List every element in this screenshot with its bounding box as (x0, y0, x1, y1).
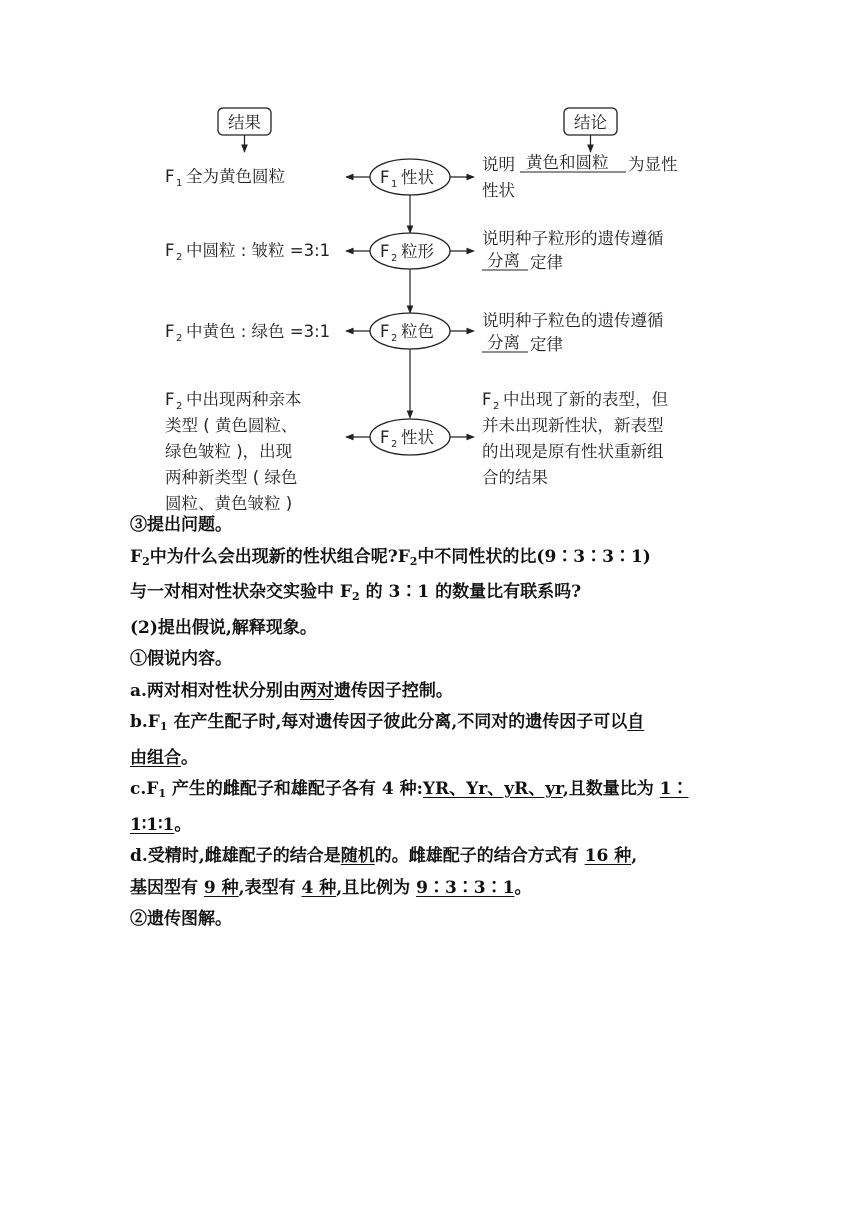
step-3-heading: ③提出问题。 (130, 515, 232, 535)
result-3-letter: F (165, 322, 175, 341)
node-f1-label: 性状 (401, 168, 434, 187)
result-2-letter: F (165, 241, 175, 260)
result-1: 全为黄色圆粒 (186, 167, 285, 186)
conclusion-4-line-1: 中出现了新的表型，但 (503, 390, 668, 409)
conclusion-3-fill: 分离 (487, 333, 520, 352)
point-b-line-2: 由组合。 (130, 747, 198, 768)
point-a: a.两对相对性状分别由两对遗传因子控制。 (130, 680, 453, 701)
conclusion-4-letter: F (482, 390, 492, 409)
conclusion-4-sub: 2 (493, 401, 500, 412)
result-4-line-3: 绿色皱粒 )，出现 (165, 442, 293, 461)
node-f2-color-label: 粒色 (401, 322, 434, 341)
conclusion-2-line-1: 说明种子粒形的遗传遵循 (482, 229, 664, 248)
node-f2-letter: F (380, 242, 390, 261)
result-1-letter: F (165, 167, 175, 186)
node-f1-letter: F (380, 168, 390, 187)
result-4-line-1: 中出现两种亲本 (186, 390, 302, 409)
result-1-sub: 1 (176, 178, 183, 189)
hypothesis-content-heading: ①假说内容。 (130, 649, 232, 669)
node-f1-sub: 1 (391, 179, 398, 190)
hypothesis-heading: (2)提出假说,解释现象。 (130, 617, 317, 638)
node-f2c-letter: F (380, 322, 390, 341)
node-f2t-letter: F (380, 428, 390, 447)
conclusion-4-line-2: 并未出现新性状，新表型 (482, 416, 664, 435)
result-3-sub: 2 (176, 333, 183, 344)
conclusion-3-suffix: 定律 (530, 335, 563, 354)
conclusion-1-suffix: 为显性 (628, 155, 678, 174)
conclusion-4-line-3: 的出现是原有性状重新组 (482, 442, 664, 461)
conclusion-header: 结论 (574, 113, 607, 132)
result-3: 中黄色 : 绿色 =3:1 (186, 322, 331, 341)
conclusion-2-fill: 分离 (487, 251, 520, 270)
conclusion-3-line-1: 说明种子粒色的遗传遵循 (482, 311, 664, 330)
point-c-line-1: $c.F_1$ 产生的雌配子和雄配子各有 4 种:YR、Yr、yR、yr,且数量比为 1∶ (130, 779, 689, 800)
point-d-line-2: 基因型有 9 种,表型有 4 种,且比例为 9∶3∶3∶1。 (130, 877, 532, 898)
question-line-2: 与一对相对性状杂交实验中 $F_2$ 的 3∶1 的数量比有联系吗? (130, 582, 582, 603)
result-4-letter: F (165, 390, 175, 409)
genetic-diagram-heading: ②遗传图解。 (130, 909, 232, 929)
conclusion-1-line-2: 性状 (482, 181, 515, 200)
point-c-line-2: 1∶1∶1。 (130, 814, 192, 835)
point-b-line-1: $b.F_1$ 在产生配子时,每对遗传因子彼此分离,不同对的遗传因子可以自 (130, 712, 645, 733)
node-f2c-sub: 2 (391, 333, 398, 344)
result-2: 中圆粒 : 皱粒 =3:1 (186, 241, 331, 260)
result-4-line-5: 圆粒、黄色皱粒 ) (165, 494, 293, 513)
node-f2-trait-label: 性状 (401, 428, 434, 447)
point-d-line-1: d.受精时,雌雄配子的结合是随机的。雌雄配子的结合方式有 16 种, (130, 846, 638, 866)
node-f2t-sub: 2 (391, 439, 398, 450)
question-line-1: $F_2$中为什么会出现新的性状组合呢$?F_2$中不同性状的比(9∶3∶3∶1) (130, 546, 651, 568)
result-4-line-4: 两种新类型 ( 绿色 (165, 468, 298, 487)
body-text (130, 510, 740, 936)
result-4-sub: 2 (176, 401, 183, 412)
conclusion-4-line-4: 合的结果 (482, 468, 548, 487)
result-4-line-2: 类型 ( 黄色圆粒、 (165, 416, 298, 435)
result-header: 结果 (228, 113, 261, 132)
flow-diagram (0, 0, 860, 515)
node-f2-shape-label: 粒形 (401, 242, 434, 261)
conclusion-1-prefix: 说明 (482, 155, 515, 174)
conclusion-1-fill: 黄色和圆粒 (526, 153, 609, 172)
result-2-sub: 2 (176, 252, 183, 263)
conclusion-2-suffix: 定律 (530, 253, 563, 272)
node-f2-sub: 2 (391, 253, 398, 264)
